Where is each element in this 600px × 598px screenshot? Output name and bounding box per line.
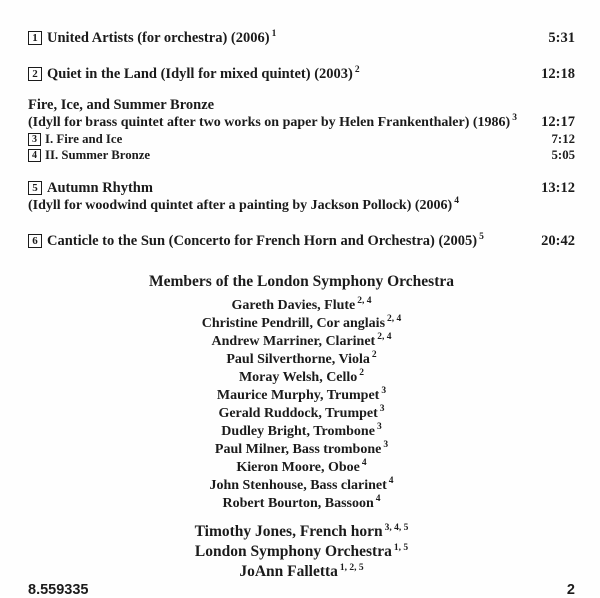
movement-row <box>28 131 575 147</box>
work-group-title: Fire, Ice, and Summer Bronze <box>28 97 215 113</box>
track-row <box>28 30 575 47</box>
artist-name: Timothy Jones, French horn <box>194 523 383 540</box>
movement-duration: 5:05 <box>551 148 575 162</box>
work-group-subtitle-row <box>28 114 575 131</box>
footnote-superscript: 1, 2, 5 <box>339 562 364 573</box>
track-row <box>28 66 575 83</box>
artist-name: JoAnn Falletta <box>239 563 338 580</box>
track-number-box: 2 <box>28 67 42 81</box>
member-line <box>28 297 575 315</box>
principal-artist-line <box>28 562 575 582</box>
footnote-superscript: 3 <box>379 404 385 415</box>
principal-artist-line <box>28 522 575 542</box>
track-row <box>28 180 575 197</box>
track-title-group <box>28 180 153 197</box>
track-number-box: 4 <box>28 149 41 162</box>
footnote-superscript: 2 <box>371 350 377 361</box>
footnote-superscript: 1 <box>271 29 277 40</box>
track-title-group <box>28 66 360 83</box>
footnote-superscript: 2 <box>354 65 360 76</box>
track-subtitle-group <box>28 197 459 214</box>
work-group-title-row <box>28 97 575 114</box>
track-duration: 13:12 <box>541 180 575 196</box>
member-line <box>28 333 575 351</box>
footnote-superscript: 3, 4, 5 <box>384 522 409 533</box>
track-duration: 5:31 <box>548 30 575 46</box>
member-line <box>28 459 575 477</box>
track-row <box>28 233 575 250</box>
member-line <box>28 369 575 387</box>
movement-title: I. Fire and Ice <box>45 132 123 146</box>
member-line <box>28 495 575 513</box>
member-line <box>28 477 575 495</box>
movement-title-group <box>28 131 122 147</box>
track-subtitle: (Idyll for woodwind quintet after a painting by Jackson Pollock) (2006) <box>28 198 453 213</box>
principal-artist-line <box>28 542 575 562</box>
member-line <box>28 315 575 333</box>
artist-name: London Symphony Orchestra <box>194 543 392 560</box>
member-line <box>28 351 575 369</box>
work-group-duration: 12:17 <box>541 114 575 130</box>
work-group-subtitle: (Idyll for brass quintet after two works on paper by Helen Frankenthaler) (1986) <box>28 115 511 130</box>
movement-title-group <box>28 147 150 163</box>
footnote-superscript: 2, 4 <box>357 296 372 307</box>
member-name: Moray Welsh, Cello <box>238 370 358 385</box>
footnote-superscript: 1, 5 <box>393 542 409 553</box>
footnote-superscript: 2, 4 <box>387 314 402 325</box>
page-number: 2 <box>566 582 575 598</box>
member-name: John Stenhouse, Bass clarinet <box>209 478 387 493</box>
track-number-box: 3 <box>28 133 41 146</box>
footnote-superscript: 2, 4 <box>377 332 392 343</box>
member-name: Paul Milner, Bass trombone <box>214 442 382 457</box>
track-number-box: 1 <box>28 31 42 45</box>
footnote-superscript: 4 <box>361 458 367 469</box>
member-name: Dudley Bright, Trombone <box>221 424 375 439</box>
member-name: Paul Silverthorne, Viola <box>226 352 370 367</box>
footnote-superscript: 3 <box>512 113 517 124</box>
member-name: Gareth Davies, Flute <box>231 298 356 313</box>
track-subtitle-row <box>28 197 575 214</box>
footnote-superscript: 4 <box>454 196 459 207</box>
member-line <box>28 441 575 459</box>
member-name: Robert Bourton, Bassoon <box>222 496 374 511</box>
track-number-box: 6 <box>28 234 42 248</box>
member-name: Christine Pendrill, Cor anglais <box>201 316 386 331</box>
members-section <box>28 270 575 513</box>
work-group-subtitle-group <box>28 114 517 131</box>
footnote-superscript: 5 <box>479 232 484 243</box>
principal-artists-section <box>28 522 575 582</box>
footnote-superscript: 3 <box>383 440 389 451</box>
footnote-superscript: 3 <box>381 386 387 397</box>
footnote-superscript: 4 <box>388 476 394 487</box>
member-line <box>28 423 575 441</box>
movement-duration: 7:12 <box>551 132 575 146</box>
movement-title: II. Summer Bronze <box>45 148 151 162</box>
member-name: Gerald Ruddock, Trumpet <box>218 406 378 421</box>
track-duration: 20:42 <box>541 233 575 249</box>
track-title: United Artists (for orchestra) (2006) <box>47 30 270 46</box>
member-name: Maurice Murphy, Trumpet <box>216 388 380 403</box>
movement-row <box>28 147 575 163</box>
track-title-group <box>28 30 276 47</box>
track-duration: 12:18 <box>541 66 575 82</box>
members-heading: Members of the London Symphony Orchestra <box>149 273 454 290</box>
member-name: Kieron Moore, Oboe <box>236 460 360 475</box>
member-line <box>28 387 575 405</box>
footnote-superscript: 4 <box>375 494 381 505</box>
footnote-superscript: 3 <box>376 422 382 433</box>
catalog-number: 8.559335 <box>28 582 89 598</box>
track-title: Canticle to the Sun (Concerto for French Horn and Orchestra) (2005) <box>47 233 478 249</box>
track-title: Quiet in the Land (Idyll for mixed quintet) (2003) <box>47 66 353 82</box>
footnote-superscript: 2 <box>359 368 365 379</box>
track-number-box: 5 <box>28 181 42 195</box>
track-title-group <box>28 233 484 250</box>
track-title: Autumn Rhythm <box>47 180 153 196</box>
member-name: Andrew Marriner, Clarinet <box>211 334 376 349</box>
member-line <box>28 405 575 423</box>
